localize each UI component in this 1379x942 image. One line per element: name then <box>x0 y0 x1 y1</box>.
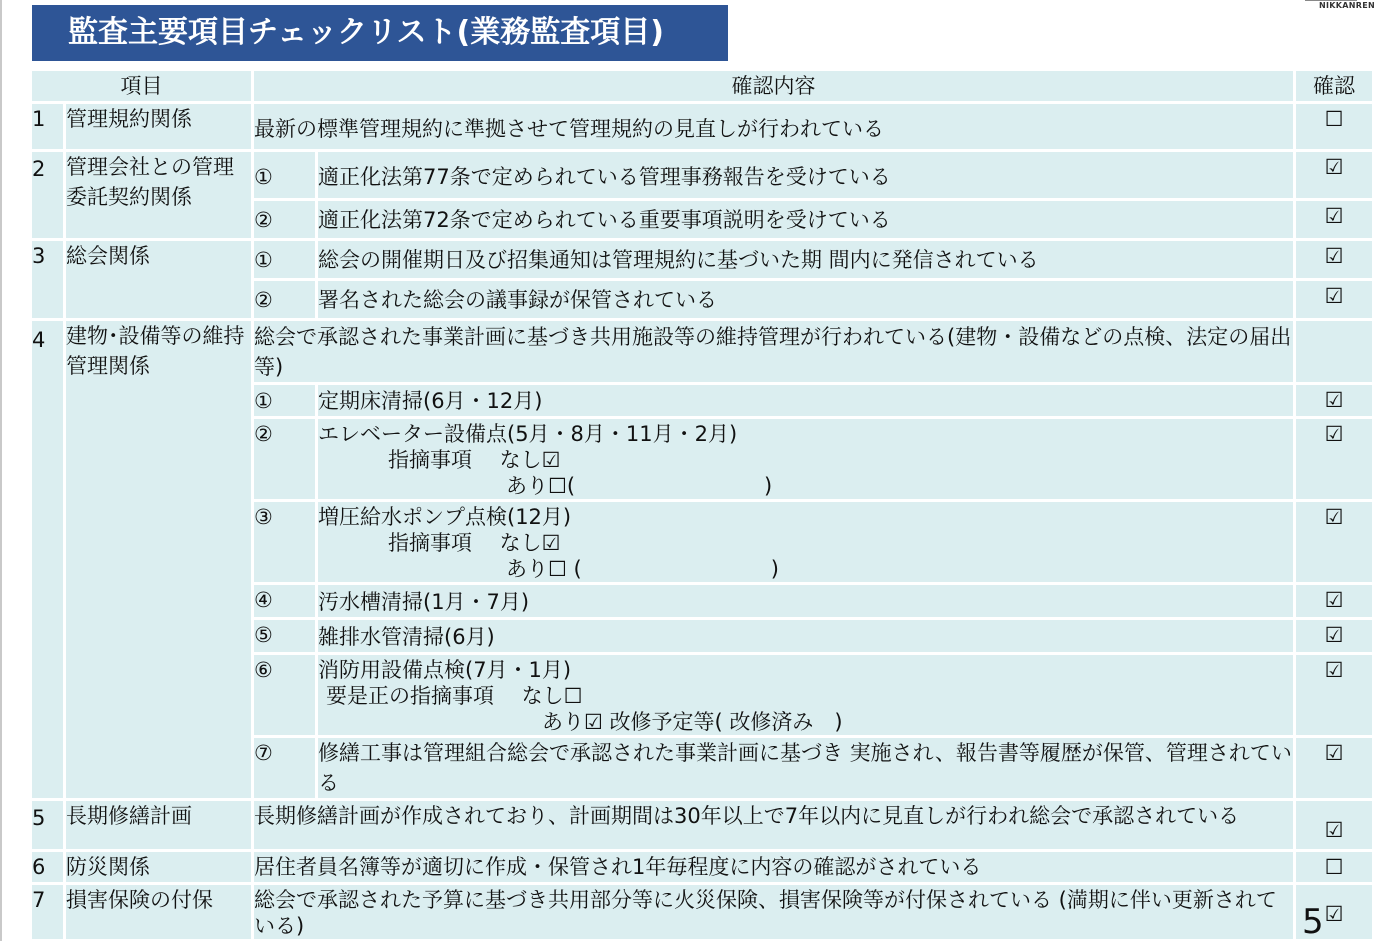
sub-text: 定期床清掃(6月・12月) <box>318 385 1296 419</box>
sub-text-block <box>318 419 1296 502</box>
table-header-row <box>32 71 1372 104</box>
sub-detail: 要是正の指摘事項 なし☐ <box>326 684 583 708</box>
sub-text: 署名された総会の議事録が保管されている <box>318 281 1296 321</box>
row-number: 6 <box>32 852 66 885</box>
table-row <box>32 885 1372 942</box>
row-number: 7 <box>32 885 66 942</box>
logo-text: NIKKANREN <box>1319 1 1375 10</box>
check-box[interactable]: ☐ <box>1296 104 1372 152</box>
sub-text: 雑排水管清掃(6月) <box>318 620 1296 655</box>
sub-mark: ④ <box>254 585 318 620</box>
row-item: 損害保険の付保 <box>66 885 254 942</box>
sub-text: エレベーター設備点(5月・8月・11月・2月) <box>318 422 738 446</box>
row-number: 2 <box>32 152 66 241</box>
page-number: 5 <box>1302 902 1324 942</box>
row-content: 長期修繕計画が作成されており、計画期間は30年以上で7年以内に見直しが行われ総会で承認されている <box>254 801 1296 852</box>
row-item: 管理会社との管理委託契約関係 <box>66 152 254 241</box>
row-item: 建物･設備等の維持管理関係 <box>66 321 254 801</box>
check-box[interactable]: ☑ <box>1296 655 1372 738</box>
row-item: 総会関係 <box>66 241 254 321</box>
sub-text: 適正化法第77条で定められている管理事務報告を受けている <box>318 152 1296 201</box>
row-content: 居住者員名簿等が適切に作成・保管され1年毎程度に内容の確認がされている <box>254 852 1296 885</box>
sub-text: 適正化法第72条で定められている重要事項説明を受けている <box>318 201 1296 241</box>
check-box[interactable]: ☑ <box>1296 585 1372 620</box>
sub-text: 消防用設備点検(7月・1月) <box>318 658 572 682</box>
check-box[interactable]: ☑ <box>1296 201 1372 241</box>
row-item: 管理規約関係 <box>66 104 254 152</box>
sub-detail: あり☐ ( ) <box>506 557 779 581</box>
check-box[interactable]: ☑ <box>1296 738 1372 801</box>
table-row <box>32 241 1372 281</box>
sub-text: 汚水槽清掃(1月・7月) <box>318 585 1296 620</box>
checklist-table <box>32 71 1372 942</box>
company-logo <box>1291 0 1375 12</box>
sub-mark: ① <box>254 152 318 201</box>
row-number: 5 <box>32 801 66 852</box>
header-content: 確認内容 <box>254 71 1296 104</box>
row-intro: 総会で承認された事業計画に基づき共用施設等の維持管理が行われている(建物・設備などの点検、法定の届出等) <box>254 321 1296 385</box>
check-box[interactable]: ☑ <box>1296 385 1372 419</box>
header-item: 項目 <box>32 71 254 104</box>
sub-mark: ② <box>254 281 318 321</box>
row-content: 総会で承認された予算に基づき共用部分等に火災保険、損害保険等が付保されている (満期に伴い更新されている) <box>254 885 1296 942</box>
sub-mark: ⑦ <box>254 738 318 801</box>
left-edge-rule <box>0 0 2 941</box>
table-row <box>32 152 1372 201</box>
row-number: 4 <box>32 321 66 801</box>
table-row <box>32 801 1372 852</box>
page-title: 監査主要項目チェックリスト(業務監査項目) <box>32 5 728 61</box>
sub-detail: 指摘事項 なし☑ <box>388 448 561 472</box>
check-box[interactable]: ☑ <box>1296 502 1372 585</box>
check-box[interactable]: ☑ <box>1296 801 1372 852</box>
sub-mark: ② <box>254 201 318 241</box>
check-box[interactable]: ☐ <box>1296 852 1372 885</box>
row-content: 最新の標準管理規約に準拠させて管理規約の見直しが行われている <box>254 104 1296 152</box>
sub-text-block <box>318 655 1296 738</box>
sub-text: 増圧給水ポンプ点検(12月) <box>318 505 572 529</box>
table-row <box>32 321 1372 385</box>
sub-detail: あり☑ 改修予定等( 改修済み ) <box>542 710 843 734</box>
sub-text-block <box>318 502 1296 585</box>
row-number: 3 <box>32 241 66 321</box>
header-check: 確認 <box>1296 71 1372 104</box>
check-box[interactable]: ☑ <box>1296 152 1372 201</box>
sub-mark: ② <box>254 419 318 502</box>
check-box[interactable]: ☑ <box>1296 885 1372 942</box>
sub-mark: ① <box>254 385 318 419</box>
check-box[interactable]: ☑ <box>1296 419 1372 502</box>
table-row <box>32 852 1372 885</box>
row-item: 防災関係 <box>66 852 254 885</box>
sub-text: 総会の開催期日及び招集通知は管理規約に基づいた期 間内に発信されている <box>318 241 1296 281</box>
check-box[interactable]: ☑ <box>1296 241 1372 281</box>
row-item: 長期修繕計画 <box>66 801 254 852</box>
check-box[interactable]: ☑ <box>1296 281 1372 321</box>
sub-text: 修繕工事は管理組合総会で承認された事業計画に基づき 実施され、報告書等履歴が保管、管理されている <box>318 738 1296 801</box>
sub-detail: 指摘事項 なし☑ <box>388 531 561 555</box>
table-row <box>32 104 1372 152</box>
sub-mark: ⑥ <box>254 655 318 738</box>
row-number: 1 <box>32 104 66 152</box>
empty-check-cell <box>1296 321 1372 385</box>
sub-mark: ① <box>254 241 318 281</box>
sub-mark: ③ <box>254 502 318 585</box>
sub-detail: あり☐( ) <box>506 474 773 498</box>
check-box[interactable]: ☑ <box>1296 620 1372 655</box>
sub-mark: ⑤ <box>254 620 318 655</box>
